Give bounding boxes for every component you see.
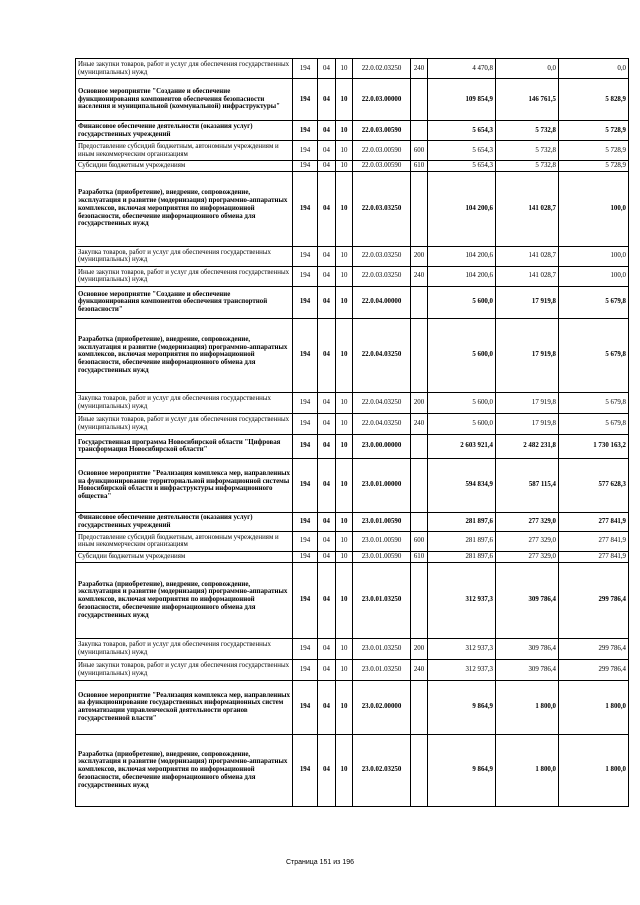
section-code: 04 bbox=[318, 659, 336, 680]
amount-year-3: 5 728,9 bbox=[559, 161, 629, 172]
amount-year-3: 100,0 bbox=[559, 246, 629, 266]
table-row bbox=[76, 392, 629, 413]
row-name: Государственная программа Новосибирской области "Цифровая трансформация Новосибирской области" bbox=[76, 434, 293, 458]
amount-year-2: 309 786,4 bbox=[496, 638, 559, 659]
amount-year-3: 577 628,3 bbox=[559, 458, 629, 512]
amount-year-1: 104 200,6 bbox=[428, 266, 496, 286]
expense-type-code bbox=[411, 680, 428, 734]
expense-type-code: 610 bbox=[411, 551, 428, 562]
amount-year-2: 17 919,8 bbox=[496, 318, 559, 392]
table-row bbox=[76, 659, 629, 680]
amount-year-3: 1 800,0 bbox=[559, 680, 629, 734]
amount-year-2: 17 919,8 bbox=[496, 286, 559, 318]
target-article-code: 22.0.04.03250 bbox=[353, 318, 411, 392]
row-name: Закупка товаров, работ и услуг для обеспечения государственных (муниципальных) нужд bbox=[76, 392, 293, 413]
section-code: 04 bbox=[318, 638, 336, 659]
table-row bbox=[76, 413, 629, 434]
target-article-code: 22.0.03.00590 bbox=[353, 141, 411, 161]
amount-year-3: 277 841,9 bbox=[559, 531, 629, 551]
section-code: 04 bbox=[318, 392, 336, 413]
subsection-code: 10 bbox=[336, 266, 353, 286]
section-code: 04 bbox=[318, 266, 336, 286]
row-name: Финансовое обеспечение деятельности (оказания услуг) государственных учреждений bbox=[76, 121, 293, 141]
section-code: 04 bbox=[318, 246, 336, 266]
expense-type-code bbox=[411, 512, 428, 531]
amount-year-1: 9 864,9 bbox=[428, 680, 496, 734]
table-row bbox=[76, 246, 629, 266]
amount-year-2: 2 482 231,8 bbox=[496, 434, 559, 458]
row-name: Иные закупки товаров, работ и услуг для обеспечения государственных (муниципальных) нужд bbox=[76, 266, 293, 286]
expense-type-code: 240 bbox=[411, 659, 428, 680]
amount-year-3: 299 786,4 bbox=[559, 659, 629, 680]
amount-year-2: 277 329,0 bbox=[496, 512, 559, 531]
subsection-code: 10 bbox=[336, 121, 353, 141]
table-row bbox=[76, 141, 629, 161]
table-row bbox=[76, 638, 629, 659]
table-row bbox=[76, 551, 629, 562]
amount-year-3: 0,0 bbox=[559, 59, 629, 79]
table-row bbox=[76, 121, 629, 141]
target-article-code: 22.0.04.03250 bbox=[353, 413, 411, 434]
expense-type-code: 200 bbox=[411, 638, 428, 659]
amount-year-3: 5 679,8 bbox=[559, 318, 629, 392]
expense-type-code: 610 bbox=[411, 161, 428, 172]
amount-year-3: 299 786,4 bbox=[559, 638, 629, 659]
subsection-code: 10 bbox=[336, 551, 353, 562]
target-article-code: 22.0.03.00000 bbox=[353, 79, 411, 121]
grbs-code: 194 bbox=[293, 734, 318, 806]
table-row bbox=[76, 680, 629, 734]
section-code: 04 bbox=[318, 79, 336, 121]
subsection-code: 10 bbox=[336, 562, 353, 638]
subsection-code: 10 bbox=[336, 141, 353, 161]
amount-year-2: 0,0 bbox=[496, 59, 559, 79]
row-name: Предоставление субсидий бюджетным, автономным учреждениям и иным некоммерческим организациям bbox=[76, 141, 293, 161]
amount-year-2: 5 732,8 bbox=[496, 121, 559, 141]
grbs-code: 194 bbox=[293, 121, 318, 141]
amount-year-2: 587 115,4 bbox=[496, 458, 559, 512]
grbs-code: 194 bbox=[293, 79, 318, 121]
amount-year-2: 17 919,8 bbox=[496, 392, 559, 413]
amount-year-1: 281 897,6 bbox=[428, 531, 496, 551]
table-row bbox=[76, 318, 629, 392]
grbs-code: 194 bbox=[293, 246, 318, 266]
subsection-code: 10 bbox=[336, 286, 353, 318]
section-code: 04 bbox=[318, 551, 336, 562]
table-row bbox=[76, 161, 629, 172]
amount-year-2: 277 329,0 bbox=[496, 531, 559, 551]
budget-table-body bbox=[76, 59, 629, 807]
expense-type-code: 240 bbox=[411, 413, 428, 434]
target-article-code: 22.0.03.00590 bbox=[353, 121, 411, 141]
grbs-code: 194 bbox=[293, 531, 318, 551]
grbs-code: 194 bbox=[293, 141, 318, 161]
row-name: Иные закупки товаров, работ и услуг для обеспечения государственных (муниципальных) нужд bbox=[76, 59, 293, 79]
amount-year-3: 1 800,0 bbox=[559, 734, 629, 806]
row-name: Основное мероприятие "Реализация комплекса мер, направленных на функционирование территориальной информационной системы Новосибирской области и инфраструктуры информационного общества" bbox=[76, 458, 293, 512]
amount-year-1: 312 937,3 bbox=[428, 659, 496, 680]
section-code: 04 bbox=[318, 141, 336, 161]
section-code: 04 bbox=[318, 562, 336, 638]
expense-type-code bbox=[411, 734, 428, 806]
table-row bbox=[76, 458, 629, 512]
amount-year-1: 5 600,0 bbox=[428, 286, 496, 318]
row-name: Основное мероприятие "Создание и обеспечение функционирования компонентов обеспечения транспортной безопасности" bbox=[76, 286, 293, 318]
grbs-code: 194 bbox=[293, 59, 318, 79]
expense-type-code bbox=[411, 286, 428, 318]
amount-year-2: 309 786,4 bbox=[496, 562, 559, 638]
grbs-code: 194 bbox=[293, 161, 318, 172]
amount-year-3: 100,0 bbox=[559, 266, 629, 286]
target-article-code: 23.0.02.03250 bbox=[353, 734, 411, 806]
amount-year-2: 309 786,4 bbox=[496, 659, 559, 680]
target-article-code: 22.0.04.03250 bbox=[353, 392, 411, 413]
amount-year-3: 5 679,8 bbox=[559, 392, 629, 413]
target-article-code: 22.0.03.03250 bbox=[353, 246, 411, 266]
section-code: 04 bbox=[318, 458, 336, 512]
amount-year-3: 5 679,8 bbox=[559, 286, 629, 318]
amount-year-1: 5 654,3 bbox=[428, 141, 496, 161]
amount-year-1: 5 600,0 bbox=[428, 392, 496, 413]
grbs-code: 194 bbox=[293, 392, 318, 413]
amount-year-3: 5 828,9 bbox=[559, 79, 629, 121]
section-code: 04 bbox=[318, 286, 336, 318]
subsection-code: 10 bbox=[336, 246, 353, 266]
expense-type-code: 240 bbox=[411, 266, 428, 286]
amount-year-1: 9 864,9 bbox=[428, 734, 496, 806]
expense-type-code: 600 bbox=[411, 531, 428, 551]
target-article-code: 23.0.00.00000 bbox=[353, 434, 411, 458]
subsection-code: 10 bbox=[336, 79, 353, 121]
table-row bbox=[76, 734, 629, 806]
grbs-code: 194 bbox=[293, 551, 318, 562]
target-article-code: 22.0.03.03250 bbox=[353, 171, 411, 246]
section-code: 04 bbox=[318, 680, 336, 734]
row-name: Предоставление субсидий бюджетным, автономным учреждениям и иным некоммерческим организациям bbox=[76, 531, 293, 551]
expense-type-code: 200 bbox=[411, 392, 428, 413]
amount-year-1: 5 654,3 bbox=[428, 161, 496, 172]
amount-year-1: 5 654,3 bbox=[428, 121, 496, 141]
expense-type-code bbox=[411, 79, 428, 121]
row-name: Закупка товаров, работ и услуг для обеспечения государственных (муниципальных) нужд bbox=[76, 246, 293, 266]
grbs-code: 194 bbox=[293, 434, 318, 458]
amount-year-1: 4 470,8 bbox=[428, 59, 496, 79]
table-row bbox=[76, 512, 629, 531]
amount-year-2: 277 329,0 bbox=[496, 551, 559, 562]
section-code: 04 bbox=[318, 171, 336, 246]
grbs-code: 194 bbox=[293, 413, 318, 434]
expense-type-code: 240 bbox=[411, 59, 428, 79]
grbs-code: 194 bbox=[293, 659, 318, 680]
amount-year-3: 277 841,9 bbox=[559, 551, 629, 562]
target-article-code: 23.0.01.00590 bbox=[353, 531, 411, 551]
subsection-code: 10 bbox=[336, 413, 353, 434]
grbs-code: 194 bbox=[293, 562, 318, 638]
table-row bbox=[76, 286, 629, 318]
table-row bbox=[76, 171, 629, 246]
amount-year-1: 312 937,3 bbox=[428, 562, 496, 638]
subsection-code: 10 bbox=[336, 531, 353, 551]
amount-year-3: 5 679,8 bbox=[559, 413, 629, 434]
grbs-code: 194 bbox=[293, 266, 318, 286]
row-name: Субсидии бюджетным учреждениям bbox=[76, 551, 293, 562]
row-name: Финансовое обеспечение деятельности (оказания услуг) государственных учреждений bbox=[76, 512, 293, 531]
row-name: Иные закупки товаров, работ и услуг для обеспечения государственных (муниципальных) нужд bbox=[76, 413, 293, 434]
subsection-code: 10 bbox=[336, 512, 353, 531]
target-article-code: 23.0.01.03250 bbox=[353, 638, 411, 659]
table-row bbox=[76, 562, 629, 638]
subsection-code: 10 bbox=[336, 434, 353, 458]
target-article-code: 22.0.03.00590 bbox=[353, 161, 411, 172]
amount-year-1: 312 937,3 bbox=[428, 638, 496, 659]
subsection-code: 10 bbox=[336, 161, 353, 172]
row-name: Разработка (приобретение), внедрение, сопровождение, эксплуатация и развитие (модернизация) программно-аппаратных комплексов, включая мероприятия по информационной безопасности, обеспечение информационного обмена для государственных нужд bbox=[76, 734, 293, 806]
row-name: Разработка (приобретение), внедрение, сопровождение, эксплуатация и развитие (модернизация) программно-аппаратных комплексов, включая мероприятия по информационной безопасности, обеспечение информационного обмена для государственных нужд bbox=[76, 171, 293, 246]
subsection-code: 10 bbox=[336, 171, 353, 246]
amount-year-1: 5 600,0 bbox=[428, 413, 496, 434]
row-name: Разработка (приобретение), внедрение, сопровождение, эксплуатация и развитие (модернизация) программно-аппаратных комплексов, включая мероприятия по информационной безопасности, обеспечение информационного обмена для государственных нужд bbox=[76, 318, 293, 392]
subsection-code: 10 bbox=[336, 392, 353, 413]
amount-year-1: 281 897,6 bbox=[428, 512, 496, 531]
amount-year-2: 141 028,7 bbox=[496, 171, 559, 246]
expense-type-code bbox=[411, 562, 428, 638]
grbs-code: 194 bbox=[293, 171, 318, 246]
subsection-code: 10 bbox=[336, 318, 353, 392]
amount-year-1: 5 600,0 bbox=[428, 318, 496, 392]
amount-year-1: 104 200,6 bbox=[428, 246, 496, 266]
amount-year-1: 594 834,9 bbox=[428, 458, 496, 512]
subsection-code: 10 bbox=[336, 59, 353, 79]
target-article-code: 22.0.03.03250 bbox=[353, 266, 411, 286]
expense-type-code bbox=[411, 434, 428, 458]
target-article-code: 22.0.02.03250 bbox=[353, 59, 411, 79]
amount-year-2: 141 028,7 bbox=[496, 266, 559, 286]
expense-type-code bbox=[411, 318, 428, 392]
amount-year-1: 109 854,9 bbox=[428, 79, 496, 121]
row-name: Разработка (приобретение), внедрение, сопровождение, эксплуатация и развитие (модернизация) программно-аппаратных комплексов, включая мероприятия по информационной безопасности, обеспечение информационного обмена для государственных нужд bbox=[76, 562, 293, 638]
amount-year-1: 104 200,6 bbox=[428, 171, 496, 246]
target-article-code: 23.0.01.03250 bbox=[353, 659, 411, 680]
page-number: Страница 151 из 196 bbox=[285, 859, 355, 866]
grbs-code: 194 bbox=[293, 458, 318, 512]
amount-year-3: 1 730 163,2 bbox=[559, 434, 629, 458]
target-article-code: 23.0.01.00590 bbox=[353, 512, 411, 531]
section-code: 04 bbox=[318, 121, 336, 141]
section-code: 04 bbox=[318, 318, 336, 392]
row-name: Основное мероприятие "Реализация комплекса мер, направленных на функционирование государственных информационных систем автоматизации управленческой деятельности органов государственной власти" bbox=[76, 680, 293, 734]
budget-table bbox=[75, 58, 629, 807]
amount-year-2: 5 732,8 bbox=[496, 141, 559, 161]
target-article-code: 23.0.01.00000 bbox=[353, 458, 411, 512]
table-row bbox=[76, 79, 629, 121]
subsection-code: 10 bbox=[336, 659, 353, 680]
subsection-code: 10 bbox=[336, 638, 353, 659]
section-code: 04 bbox=[318, 59, 336, 79]
expense-type-code: 200 bbox=[411, 246, 428, 266]
grbs-code: 194 bbox=[293, 512, 318, 531]
section-code: 04 bbox=[318, 413, 336, 434]
amount-year-2: 146 761,5 bbox=[496, 79, 559, 121]
target-article-code: 23.0.01.00590 bbox=[353, 551, 411, 562]
section-code: 04 bbox=[318, 512, 336, 531]
row-name: Субсидии бюджетным учреждениям bbox=[76, 161, 293, 172]
section-code: 04 bbox=[318, 734, 336, 806]
amount-year-1: 2 603 921,4 bbox=[428, 434, 496, 458]
expense-type-code bbox=[411, 171, 428, 246]
amount-year-3: 277 841,9 bbox=[559, 512, 629, 531]
amount-year-3: 299 786,4 bbox=[559, 562, 629, 638]
row-name: Иные закупки товаров, работ и услуг для обеспечения государственных (муниципальных) нужд bbox=[76, 659, 293, 680]
expense-type-code bbox=[411, 121, 428, 141]
grbs-code: 194 bbox=[293, 638, 318, 659]
table-row bbox=[76, 434, 629, 458]
amount-year-1: 281 897,6 bbox=[428, 551, 496, 562]
amount-year-2: 5 732,8 bbox=[496, 161, 559, 172]
amount-year-3: 5 728,9 bbox=[559, 141, 629, 161]
amount-year-2: 1 800,0 bbox=[496, 734, 559, 806]
expense-type-code bbox=[411, 458, 428, 512]
subsection-code: 10 bbox=[336, 458, 353, 512]
table-row bbox=[76, 266, 629, 286]
table-row bbox=[76, 531, 629, 551]
amount-year-3: 5 728,9 bbox=[559, 121, 629, 141]
section-code: 04 bbox=[318, 161, 336, 172]
subsection-code: 10 bbox=[336, 680, 353, 734]
target-article-code: 23.0.02.00000 bbox=[353, 680, 411, 734]
row-name: Основное мероприятие "Создание и обеспечение функционирования компонентов обеспечения безопасности населения и муниципальной (коммунальной) инфраструктуры" bbox=[76, 79, 293, 121]
grbs-code: 194 bbox=[293, 318, 318, 392]
section-code: 04 bbox=[318, 531, 336, 551]
amount-year-3: 100,0 bbox=[559, 171, 629, 246]
amount-year-2: 17 919,8 bbox=[496, 413, 559, 434]
grbs-code: 194 bbox=[293, 680, 318, 734]
amount-year-2: 141 028,7 bbox=[496, 246, 559, 266]
target-article-code: 22.0.04.00000 bbox=[353, 286, 411, 318]
section-code: 04 bbox=[318, 434, 336, 458]
amount-year-2: 1 800,0 bbox=[496, 680, 559, 734]
target-article-code: 23.0.01.03250 bbox=[353, 562, 411, 638]
expense-type-code: 600 bbox=[411, 141, 428, 161]
row-name: Закупка товаров, работ и услуг для обеспечения государственных (муниципальных) нужд bbox=[76, 638, 293, 659]
table-row bbox=[76, 59, 629, 79]
subsection-code: 10 bbox=[336, 734, 353, 806]
grbs-code: 194 bbox=[293, 286, 318, 318]
